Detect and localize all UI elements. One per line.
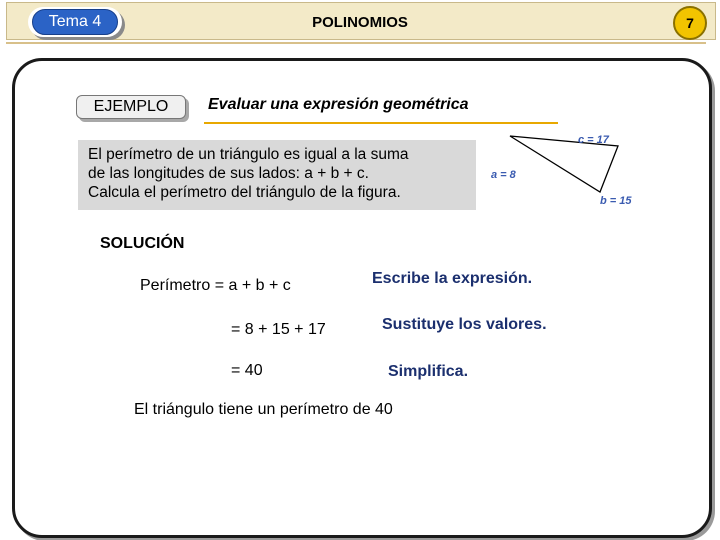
step-note: Simplifica.: [388, 363, 469, 380]
page-title: POLINOMIOS: [312, 14, 408, 31]
problem-line: El perímetro de un triángulo es igual a la suma: [88, 146, 409, 163]
solution-heading: SOLUCIÓN: [100, 235, 185, 252]
label-a: a = 8: [491, 169, 516, 181]
example-badge: EJEMPLO: [76, 95, 186, 119]
label-b: b = 15: [600, 195, 632, 207]
label-c: c = 17: [578, 134, 609, 146]
page-number: 7: [673, 6, 707, 40]
step-note: Sustituye los valores.: [382, 316, 547, 333]
example-subtitle: Evaluar una expresión geométrica: [208, 96, 469, 113]
chapter-badge: Tema 4: [32, 9, 118, 35]
triangle-figure: [488, 128, 648, 217]
triangle-diagram: [488, 128, 648, 212]
problem-box: [78, 140, 476, 210]
conclusion-text: El triángulo tiene un perímetro de 40: [134, 401, 393, 418]
step-expression: = 8 + 15 + 17: [231, 321, 326, 338]
step-expression: = 40: [231, 362, 263, 379]
step-expression: Perímetro = a + b + c: [140, 277, 291, 294]
subtitle-underline: [204, 122, 558, 124]
problem-line: Calcula el perímetro del triángulo de la figura.: [88, 184, 401, 201]
header-divider: [6, 42, 706, 44]
step-note: Escribe la expresión.: [372, 270, 533, 287]
problem-line: de las longitudes de sus lados: a + b + c.: [88, 165, 369, 182]
